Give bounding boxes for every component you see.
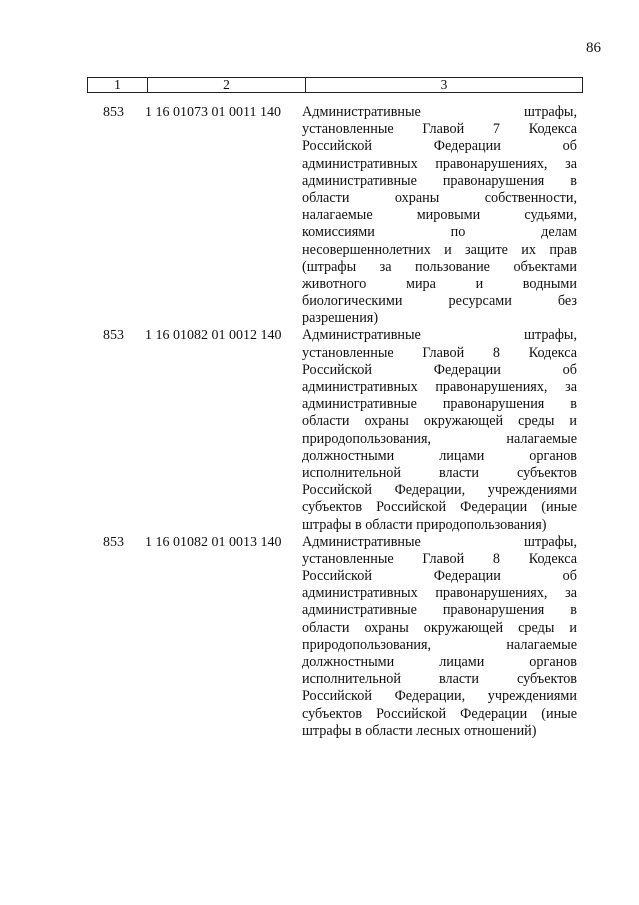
description-line: установленные Главой 8 Кодекса xyxy=(302,550,577,567)
description-line: Административные штрафы, xyxy=(302,327,577,344)
description-line: административные правонарушения в xyxy=(302,172,577,189)
page-number: 86 xyxy=(586,40,601,56)
description-line: области охраны окружающей среды и xyxy=(302,413,577,430)
description-line: Российской Федерации об xyxy=(302,361,577,378)
description-line: административных правонарушениях, за xyxy=(302,585,577,602)
description-line: области охраны окружающей среды и xyxy=(302,619,577,636)
description-line: штрафы в области природопользования) xyxy=(302,516,547,533)
description-line: биологическими ресурсами без xyxy=(302,293,577,310)
budget-classification-code: 1 16 01082 01 0012 140 xyxy=(145,328,282,344)
header-col-3: 3 xyxy=(440,77,448,92)
table-row xyxy=(0,534,639,740)
admin-code: 853 xyxy=(103,534,124,550)
description-line: (штрафы за пользование объектами xyxy=(302,258,577,275)
description-line: Российской Федерации об xyxy=(302,568,577,585)
description-line: штрафы в области лесных отношений) xyxy=(302,722,537,739)
table-header xyxy=(87,77,583,93)
description-line: налагаемые мировыми судьями, xyxy=(302,207,577,224)
admin-code: 853 xyxy=(103,328,124,344)
description-line: Российской Федерации, учреждениями xyxy=(302,482,577,499)
budget-classification-code: 1 16 01073 01 0011 140 xyxy=(145,105,281,120)
description-line: административных правонарушениях, за xyxy=(302,155,577,172)
description-line: субъектов Российской Федерации (иные xyxy=(302,705,577,722)
description-line: Российской Федерации, учреждениями xyxy=(302,688,577,705)
budget-classification-code: 1 16 01082 01 0013 140 xyxy=(145,534,282,550)
description-line: исполнительной власти субъектов xyxy=(302,671,577,688)
description-line: несовершеннолетних и защите их прав xyxy=(302,241,577,258)
table-body xyxy=(0,104,639,740)
description-line: Административные штрафы, xyxy=(302,533,577,550)
admin-code: 853 xyxy=(103,105,124,120)
description-line: субъектов Российской Федерации (иные xyxy=(302,499,577,516)
revenue-description xyxy=(302,534,577,740)
description-line: административные правонарушения в xyxy=(302,602,577,619)
description-line: природопользования, налагаемые xyxy=(302,636,577,653)
description-line: природопользования, налагаемые xyxy=(302,430,577,447)
header-col-1: 1 xyxy=(88,78,148,92)
description-line: должностными лицами органов xyxy=(302,654,577,670)
description-line: животного мира и водными xyxy=(302,275,577,292)
description-line: Административные штрафы, xyxy=(302,104,577,120)
description-line: комиссиями по делам xyxy=(302,224,577,241)
description-line: Российской Федерации об xyxy=(302,138,577,155)
description-line: должностными лицами органов xyxy=(302,447,577,464)
description-line: административные правонарушения в xyxy=(302,396,577,413)
description-line: разрешения) xyxy=(302,310,379,327)
revenue-description xyxy=(302,327,577,533)
revenue-description xyxy=(302,104,577,327)
description-line: установленные Главой 7 Кодекса xyxy=(302,121,577,138)
table-row xyxy=(0,327,639,533)
description-line: исполнительной власти субъектов xyxy=(302,464,577,481)
description-line: установленные Главой 8 Кодекса xyxy=(302,344,577,361)
table-row xyxy=(0,104,639,327)
header-col-2: 2 xyxy=(148,78,306,92)
description-line: области охраны собственности, xyxy=(302,189,577,206)
description-line: административных правонарушениях, за xyxy=(302,379,577,395)
